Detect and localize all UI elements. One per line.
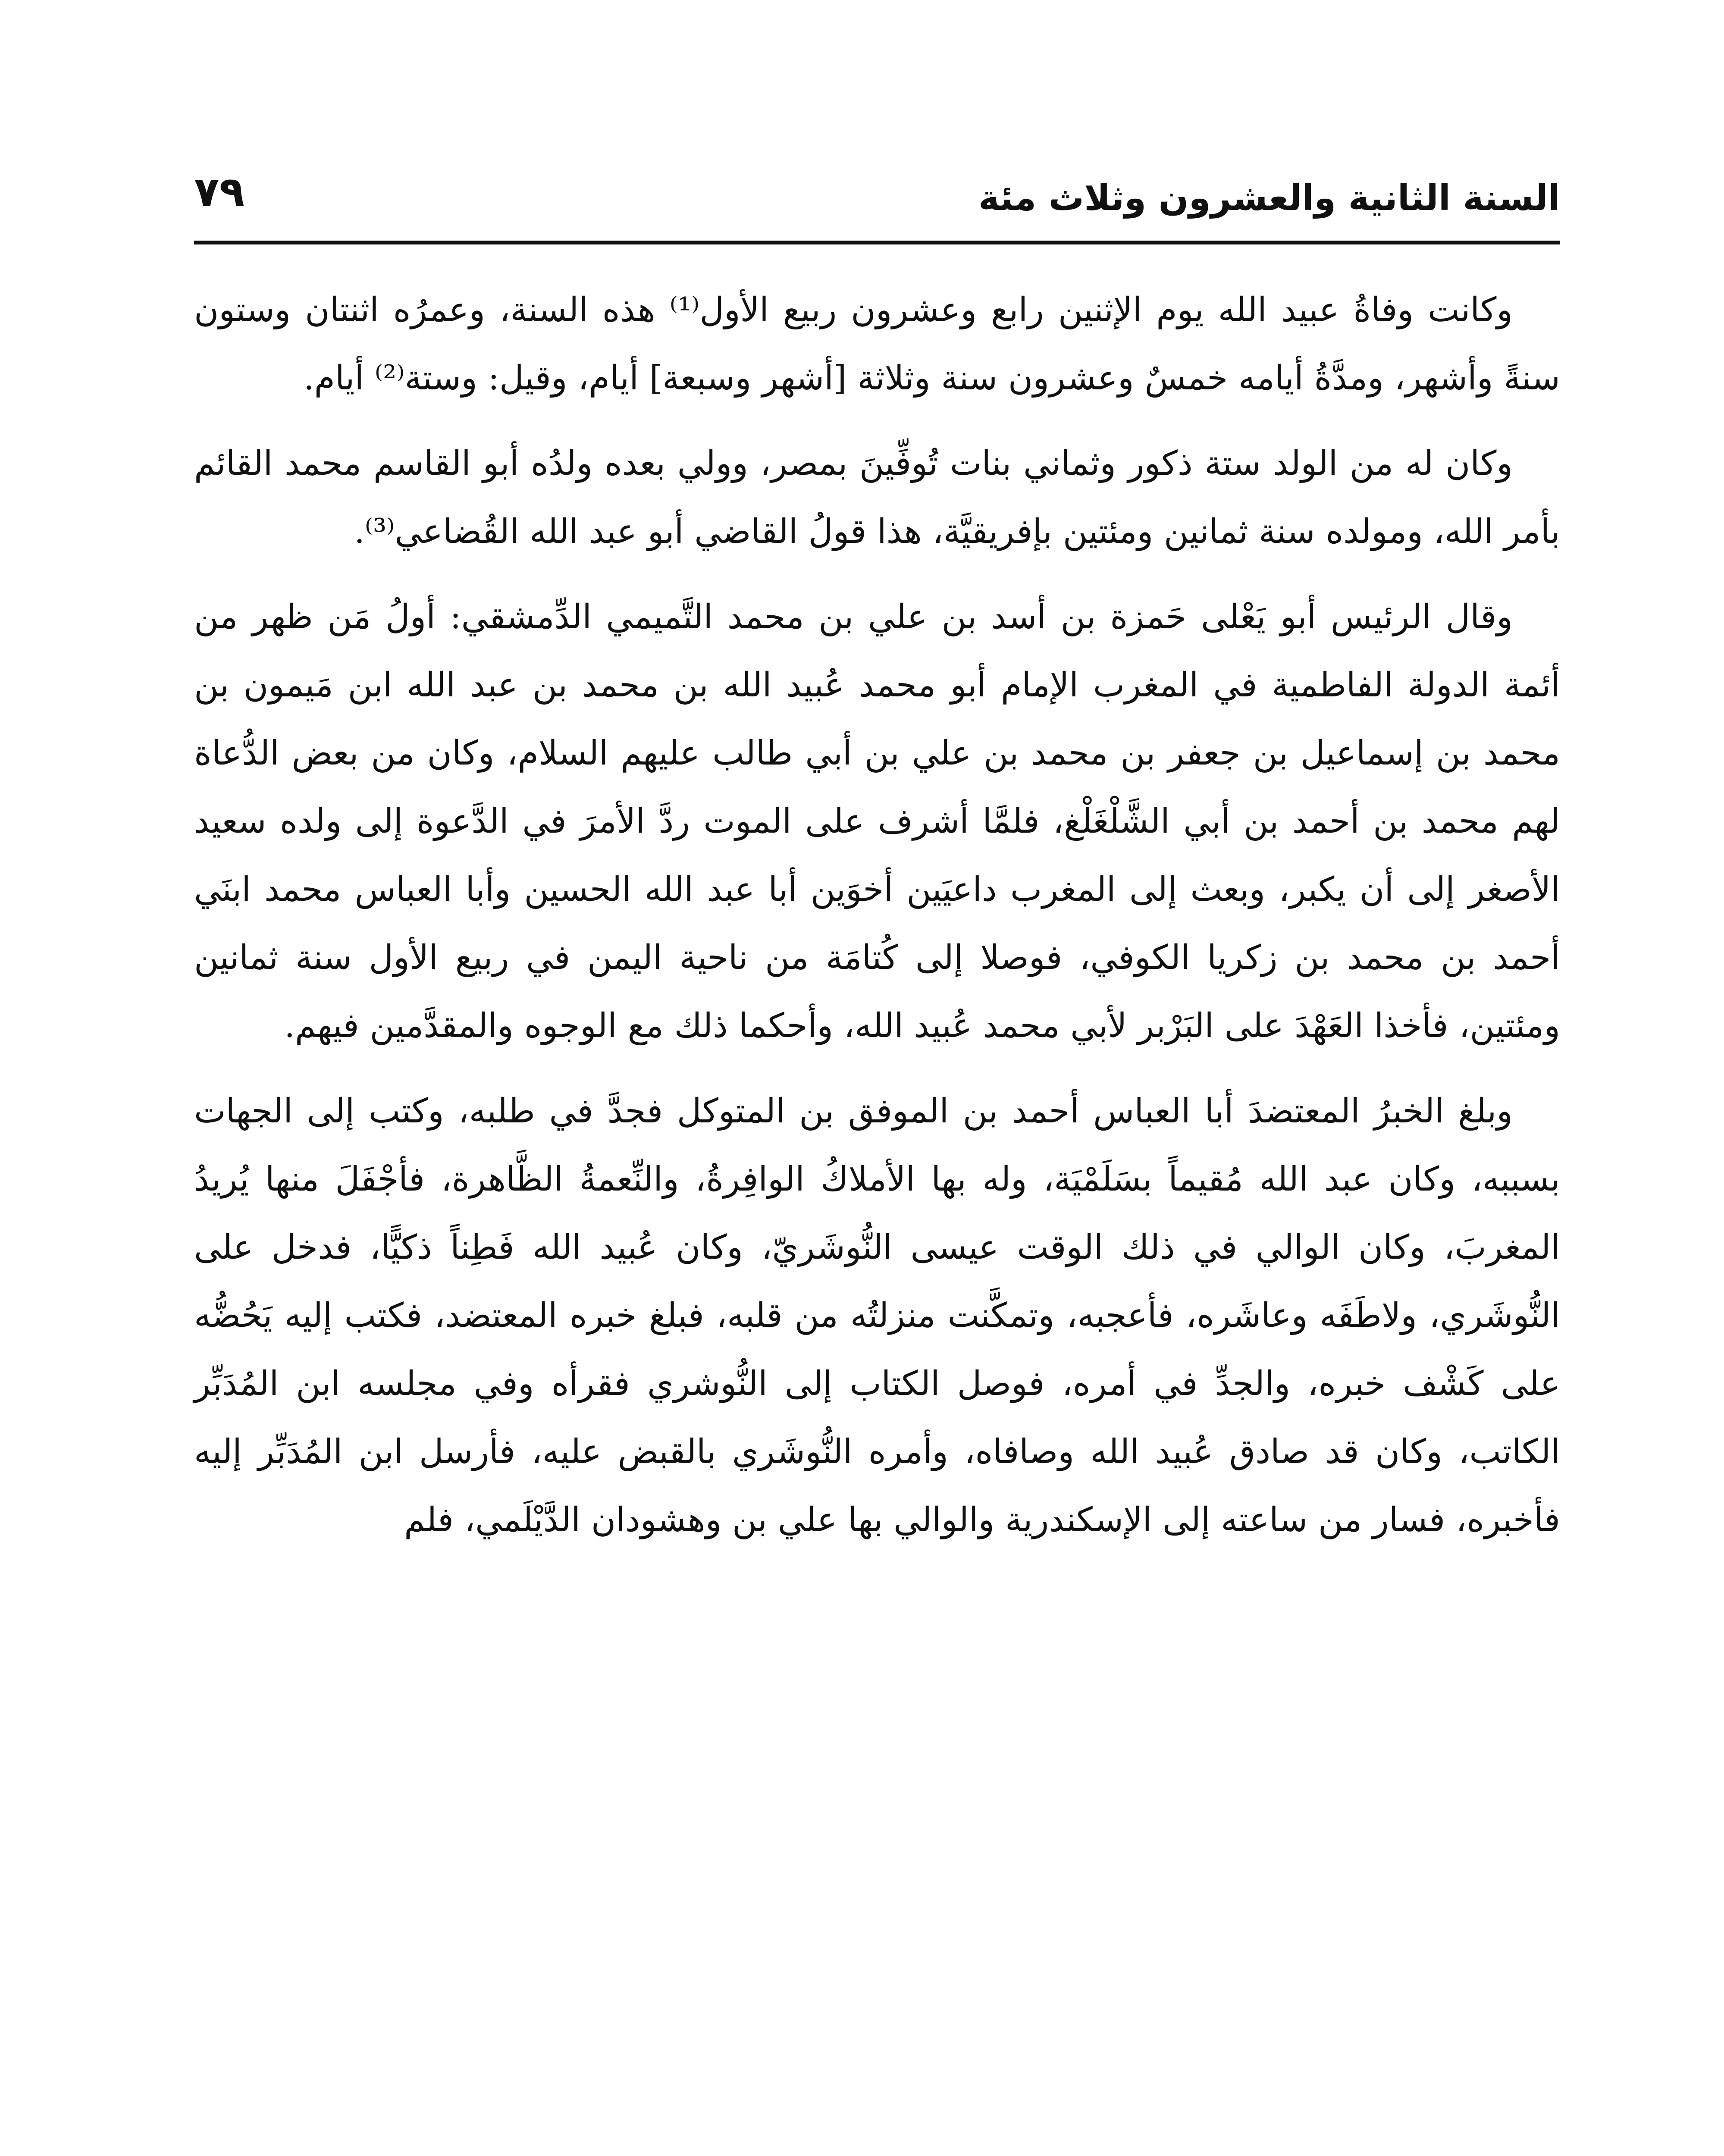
paragraph: وقال الرئيس أبو يَعْلى حَمزة بن أسد بن علي بن محمد التَّميمي الدِّمشقي: أولُ مَن ظهر من أئمة الدولة الفاطمية في المغرب الإمام أبو محمد عُبيد الله بن محمد بن عبد الله ابن مَيمون بن محمد بن إسماعيل بن جعفر بن محمد بن علي بن أبي طالب عليهم السلام، وكان من بعض الدُّعاة لهم محمد بن أحمد بن أبي الشَّلْغَلْغ، فلمَّا أشرف على الموت ردَّ الأمرَ في الدَّعوة إلى ولده سعيد الأصغر إلى أن يكبر، وبعث إلى المغرب داعيَين أخوَين أبا عبد الله الحسين وأبا العباس محمد ابنَي أحمد بن محمد بن زكريا الكوفي، فوصلا إلى كُتامَة من ناحية اليمن في ربيع الأول سنة ثمانين ومئتين، فأخذا العَهْدَ على البَرْبر لأبي محمد عُبيد الله، وأحكما ذلك مع الوجوه والمقدَّمين فيهم. [194,598,1560,1045]
page-header [194,160,1560,237]
header-divider [194,241,1560,244]
page-number: ٧٩ [194,168,245,216]
paragraph: وكانت وفاةُ عبيد الله يوم الإثنين رابع وعشرون ربيع الأول⁽¹⁾ هذه السنة، وعمرُه اثنتان وستون سنةً وأشهر، ومدَّةُ أيامه خمسٌ وعشرون سنة وثلاثة [أشهر وسبعة] أيام، وقيل: وستة⁽²⁾ أيام. [194,291,1560,398]
running-title: السنة الثانية والعشرون وثلاث مئة [978,178,1560,219]
paragraph: وكان له من الولد ستة ذكور وثماني بنات تُوفِّينَ بمصر، وولي بعده ولدُه أبو القاسم محمد القائم بأمر الله، ومولده سنة ثمانين ومئتين بإفريقيَّة، هذا قولُ القاضي أبو عبد الله القُضاعي⁽³⁾. [194,444,1560,551]
main-text [194,276,1560,1554]
paragraph: وبلغ الخبرُ المعتضدَ أبا العباس أحمد بن الموفق بن المتوكل فجدَّ في طلبه، وكتب إلى الجهات بسببه، وكان عبد الله مُقيماً بسَلَمْيَة، وله بها الأملاكُ الوافِرةُ، والنِّعمةُ الظَّاهرة، فأجْفَلَ منها يُريدُ المغربَ، وكان الوالي في ذلك الوقت عيسى النُّوشَريّ، وكان عُبيد الله فَطِناً ذكيًّا، فدخل على النُّوشَري، ولاطَفَه وعاشَره، فأعجبه، وتمكَّنت منزلتُه من قلبه، فبلغ خبره المعتضد، فكتب إليه يَحُضُّه على كَشْف خبره، والجدِّ في أمره، فوصل الكتاب إلى النُّوشري فقرأه وفي مجلسه ابن المُدَبِّر الكاتب، وكان قد صادق عُبيد الله وصافاه، وأمره النُّوشَري بالقبض عليه، فأرسل ابن المُدَبِّر إليه فأخبره، فسار من ساعته إلى الإسكندرية والوالي بها علي بن وهشودان الدَّيْلَمي، فلم [194,1092,1560,1539]
